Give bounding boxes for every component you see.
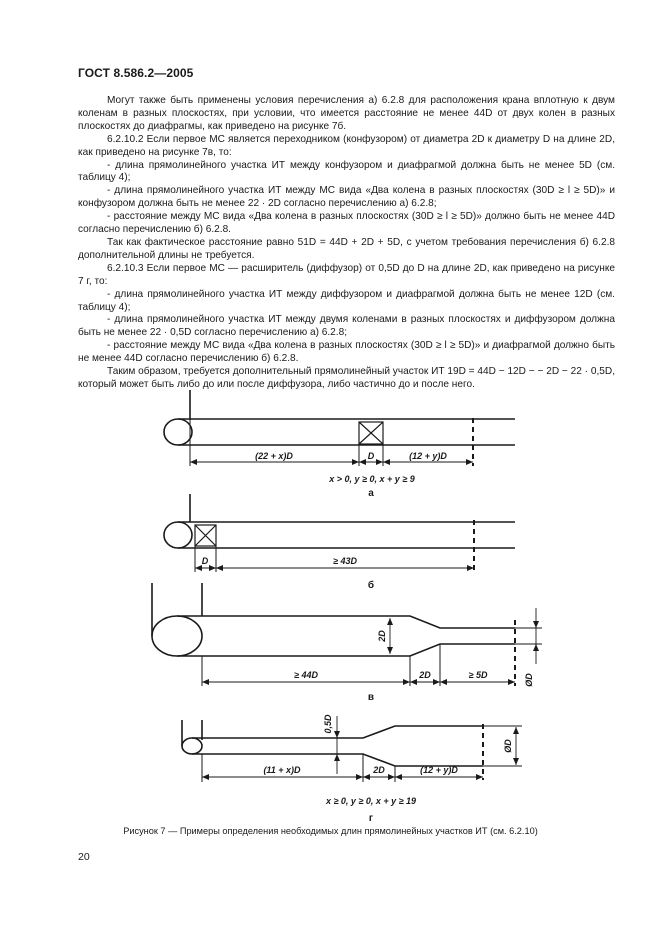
- subfigure-label: в: [367, 692, 375, 703]
- dim-label: D: [201, 556, 209, 566]
- subfigure-label: б: [367, 580, 375, 591]
- pipe-diagrams: [0, 380, 661, 826]
- dim-label: ØD: [503, 739, 513, 753]
- page-number: 20: [78, 851, 90, 863]
- dim-label: ≥ 5D: [468, 670, 488, 680]
- dim-label: 2D: [377, 630, 387, 642]
- condition-label: x ≥ 0, y ≥ 0, x + y ≥ 19: [325, 796, 417, 806]
- paragraph: Так как фактическое расстояние равно 51D = 44D + 2D + 5D, с учетом требования перечисления б) 6.2.8 дополнительной длины не требуется.: [78, 236, 615, 261]
- dim-label: (22 + x)D: [255, 451, 293, 461]
- paragraph: - расстояние между МС вида «Два колена в разных плоскостях (30D ≥ l ≥ 5D)» и диафрагмой должно быть не менее 44D согласно перечислению б) 6.2.8.: [78, 340, 615, 365]
- subfigure-label: а: [368, 488, 374, 499]
- figure-7: [0, 380, 661, 826]
- dim-label: (11 + x)D: [263, 765, 301, 775]
- dim-label: ØD: [524, 673, 534, 687]
- condition-label: x > 0, y ≥ 0, x + y ≥ 9: [329, 474, 415, 484]
- dim-label: 0,5D: [323, 714, 333, 734]
- paragraph: - длина прямолинейного участка ИТ между конфузором и диафрагмой должна быть не менее 5D (см. таблицу 4);: [78, 159, 615, 184]
- paragraph: Могут также быть применены условия перечисления а) 6.2.8 для расположения крана вплотную к двум коленам в разных плоскостях, при условии, что имеется расстояние не менее 44D от двух колен в разных плоскостях до диафрагмы, как приведено на рисунке 7б.: [78, 95, 615, 132]
- dim-label: (12 + y)D: [420, 765, 458, 775]
- subfigure-label: г: [368, 813, 374, 824]
- paragraph: Таким образом, требуется дополнительный прямолинейный участок ИТ 19D = 44D − 12D − − 2D − 22 · 0,5D, который может быть либо до или после диффузора, либо частично до и после него.: [78, 366, 615, 390]
- dim-label: (12 + y)D: [409, 451, 447, 461]
- body-text: [78, 95, 615, 392]
- figure-caption: Рисунок 7 — Примеры определения необходимых длин прямолинейных участков ИТ (см. 6.2.10): [123, 826, 538, 836]
- paragraph: 6.2.10.2 Если первое МС является переходником (конфузором) от диаметра 2D к диаметру D на длине 2D, как приведено на рисунке 7в, то:: [78, 133, 615, 158]
- diagram-a: [164, 390, 515, 466]
- document-header: ГОСТ 8.586.2—2005: [78, 66, 194, 80]
- paragraph: - длина прямолинейного участка ИТ между МС вида «Два колена в разных плоскостях (30D ≥ l ≥ 5D)» и конфузором должна быть не менее 22 · 2D согласно перечислению а) 6.2.8;: [78, 185, 615, 210]
- dim-label: ≥ 43D: [333, 556, 357, 566]
- dim-label: ≥ 44D: [294, 670, 318, 680]
- dim-label: D: [367, 451, 375, 461]
- dim-label: 2D: [419, 670, 431, 680]
- paragraph: 6.2.10.3 Если первое МС — расширитель (диффузор) от 0,5D до D на длине 2D, как приведено на рисунке 7 г, то:: [78, 262, 615, 287]
- paragraph: - расстояние между МС вида «Два колена в разных плоскостях (30D ≥ l ≥ 5D)» должно быть не менее 44D согласно перечислению б) 6.2.8.: [78, 211, 615, 236]
- diagram-g: [182, 716, 522, 782]
- dim-label: 2D: [373, 765, 385, 775]
- paragraph: - длина прямолинейного участка ИТ между диффузором и диафрагмой должна быть не менее 12D (см. таблицу 4);: [78, 288, 615, 313]
- paragraph: - длина прямолинейного участка ИТ между двумя коленами в разных плоскостях и диффузором должна быть не менее 22 · 0,5D согласно перечислению а) 6.2.8;: [78, 314, 615, 339]
